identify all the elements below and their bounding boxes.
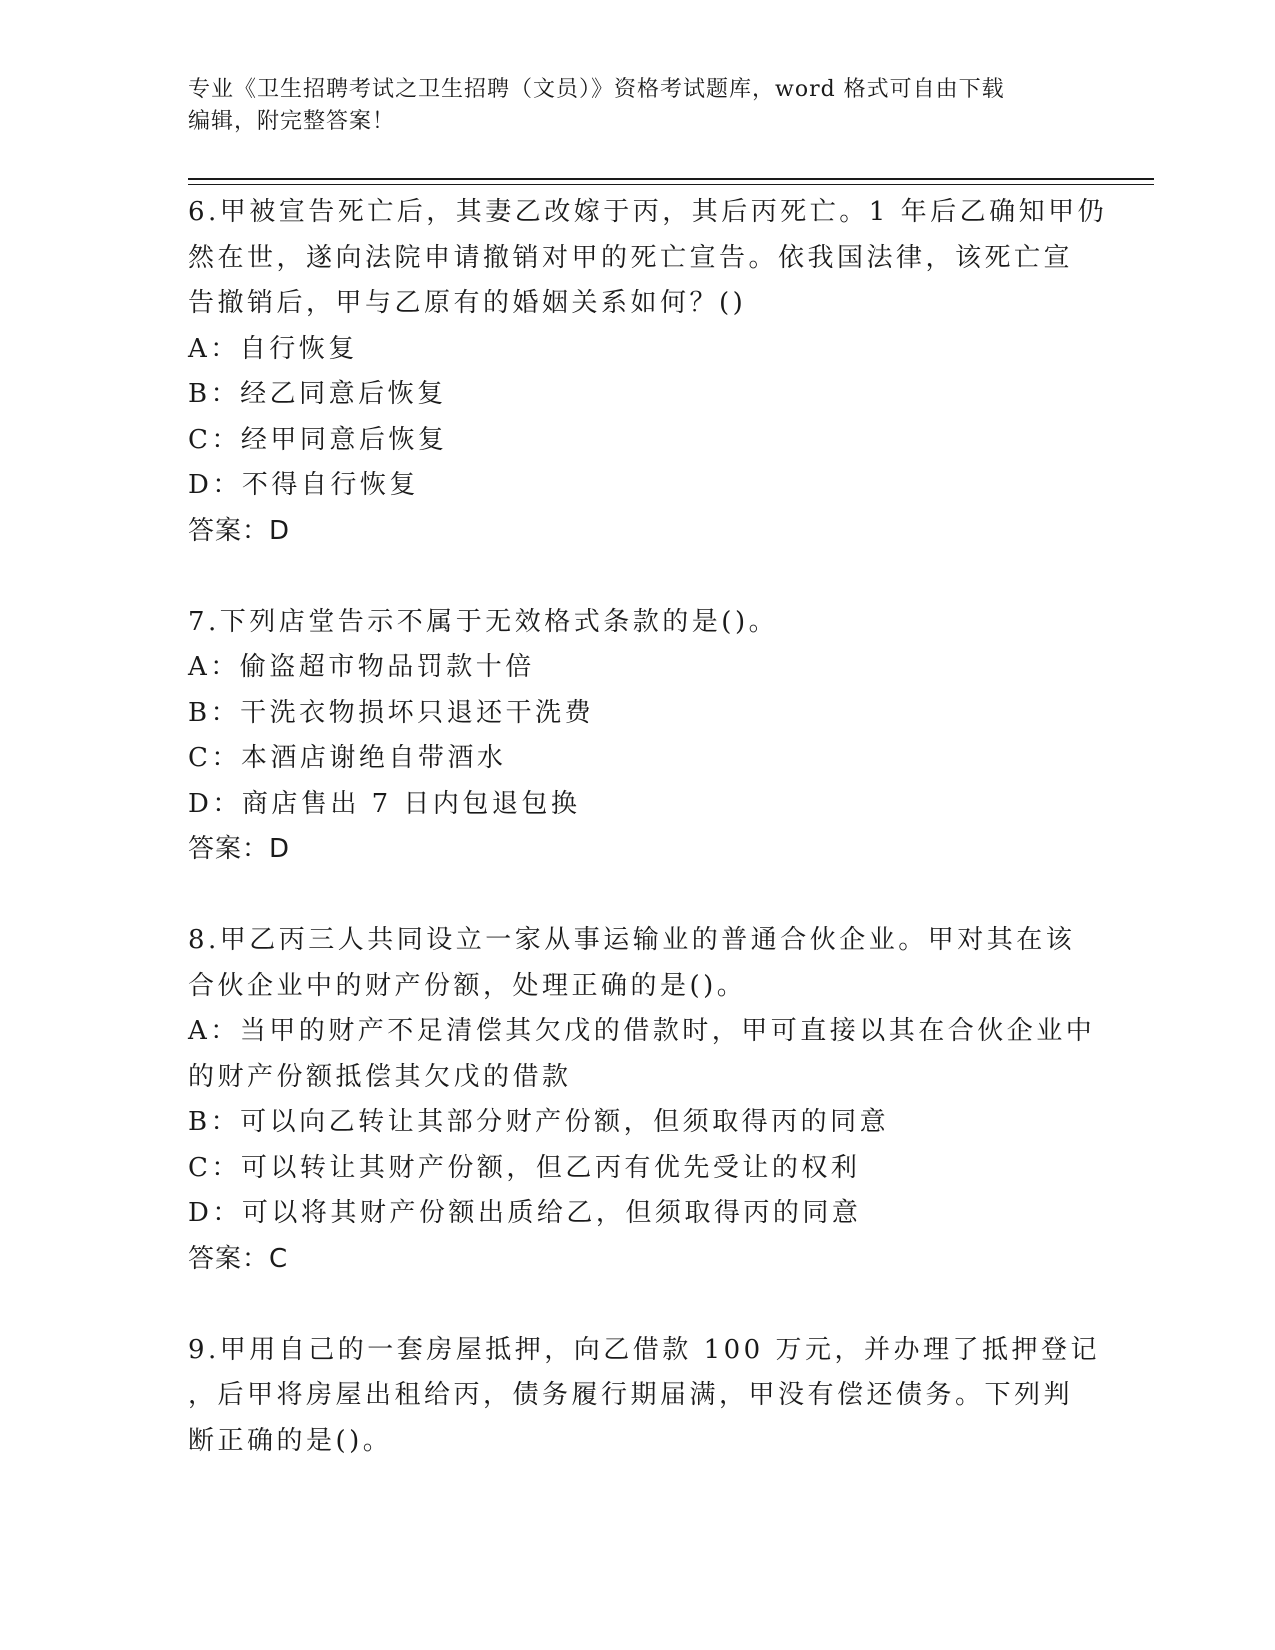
option-d: D：可以将其财产份额出质给乙，但须取得丙的同意: [188, 1198, 862, 1228]
option-c: C：可以转让其财产份额，但乙丙有优先受让的权利: [188, 1152, 861, 1183]
question-spacer: [188, 554, 1088, 600]
question-stem-line: 6.甲被宣告死亡后，其妻乙改嫁于丙，其后丙死亡。1 年后乙确知甲仍: [188, 197, 1108, 227]
answer-label: 答案：D: [188, 834, 291, 864]
option-a: A：当甲的财产不足清偿其欠戊的借款时，甲可直接以其在合伙企业中: [188, 1016, 1096, 1046]
option-a: A：偷盗超市物品罚款十倍: [188, 652, 535, 682]
option-a-continued: 的财产份额抵偿其欠戊的借款: [188, 1061, 572, 1092]
option-c: C：本酒店谢绝自带酒水: [188, 743, 507, 773]
question-stem-line: 然在世，遂向法院申请撤销对甲的死亡宣告。依我国法律，该死亡宣: [188, 242, 1074, 273]
question-spacer: [188, 873, 1088, 919]
document-header: [188, 74, 1088, 138]
question-stem-line: ，后甲将房屋出租给丙，债务履行期届满，甲没有偿还债务。下列判: [188, 1380, 1074, 1410]
option-b: B：干洗衣物损坏只退还干洗费: [188, 697, 595, 728]
option-b: B：经乙同意后恢复: [188, 379, 447, 409]
header-line-1: 专业《卫生招聘考试之卫生招聘（文员）》资格考试题库，word 格式可自由下载: [188, 77, 1005, 102]
question-stem-line: 8.甲乙丙三人共同设立一家从事运输业的普通合伙企业。甲对其在该: [188, 925, 1076, 955]
question-8: [188, 918, 1096, 1282]
option-d: D：商店售出 7 日内包退包换: [188, 788, 581, 819]
question-stem-line: 9.甲用自己的一套房屋抵押，向乙借款 100 万元，并办理了抵押登记: [188, 1334, 1100, 1365]
question-stem-line: 断正确的是()。: [188, 1425, 393, 1456]
question-spacer: [188, 1282, 1088, 1328]
question-list: [188, 190, 1108, 1464]
question-stem-line: 合伙企业中的财产份额，处理正确的是()。: [188, 970, 747, 1001]
answer-label: 答案：C: [188, 1243, 289, 1274]
option-a: A：自行恢复: [188, 333, 358, 364]
header-rule-thick: [188, 178, 1154, 180]
header-line-2: 编辑，附完整答案！: [188, 109, 396, 134]
question-stem-line: 7.下列店堂告示不属于无效格式条款的是()。: [188, 606, 779, 637]
answer-label: 答案：D: [188, 515, 291, 546]
option-b: B：可以向乙转让其部分财产份额，但须取得丙的同意: [188, 1107, 890, 1137]
option-c: C：经甲同意后恢复: [188, 424, 448, 455]
question-6: [188, 190, 1108, 554]
option-d: D：不得自行恢复: [188, 470, 419, 500]
question-9: [188, 1328, 1100, 1465]
header-rule-thin: [188, 184, 1154, 185]
question-stem-line: 告撤销后，甲与乙原有的婚姻关系如何？(): [188, 288, 747, 318]
question-7: [188, 600, 1088, 873]
